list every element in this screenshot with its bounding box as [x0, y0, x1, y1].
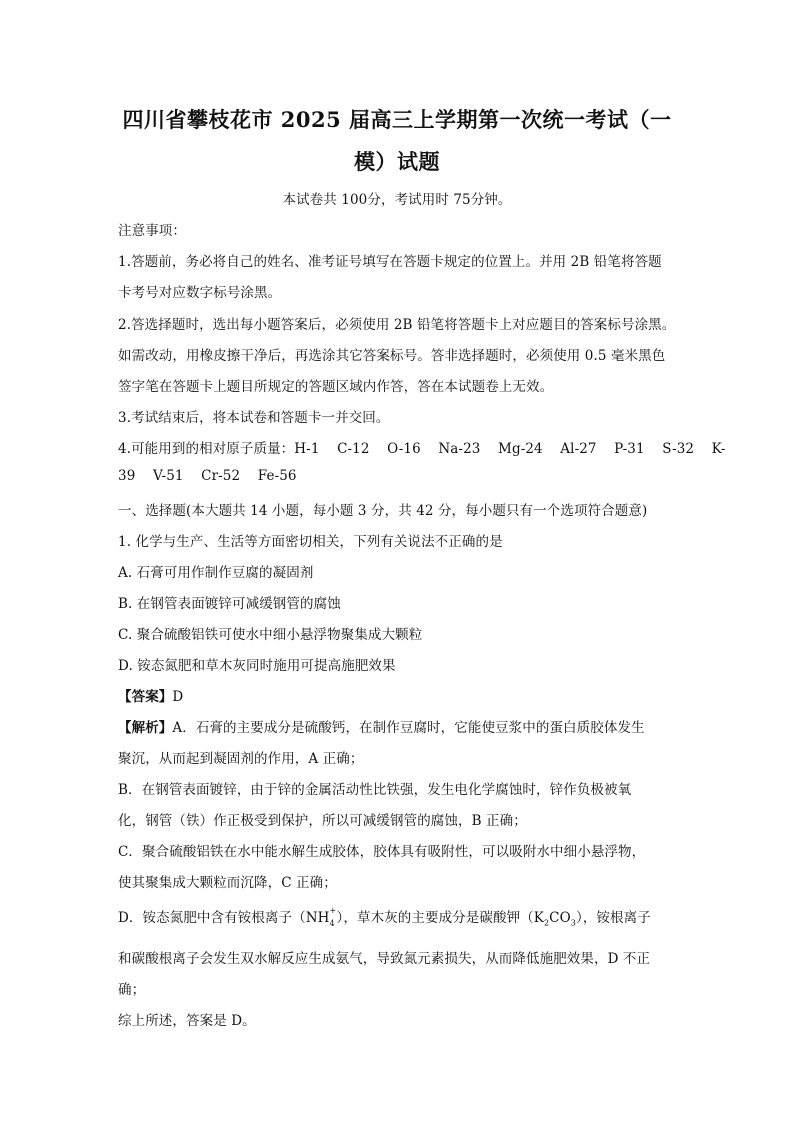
note-1-line-1: 1.答题前，务必将自己的姓名、准考证号填写在答题卡规定的位置上。并用 2B 铅笔将答题 [118, 254, 662, 270]
option-a: A. 石膏可用作制作豆腐的凝固剂 [118, 565, 314, 581]
analysis-c-text-2: 使其聚集成大颗粒而沉降，C 正确； [118, 875, 337, 891]
ammonium-formula [305, 905, 337, 928]
note-4-line-1: 4.可能用到的相对原子质量：H-1 C-12 O-16 Na-23 Mg-24 Al-27 P-31 S-32 K- [118, 441, 726, 457]
note-2-line-1: 2.答选择题时，选出每小题答案后，必须使用 2B 铅笔将答题卡上对应题目的答案标号涂黑。 [118, 317, 676, 333]
answer-label: 【答案】 [118, 689, 173, 705]
analysis-b-text-2: 化，钢管（铁）作正极受到保护，所以可减缓钢管的腐蚀，B 正确； [118, 813, 527, 829]
analysis-d-text-2: 和碳酸根离子会发生双水解反应生成氨气，导致氮元素损失，从而降低施肥效果，D 不正 [118, 951, 651, 967]
answer-line [118, 685, 183, 705]
analysis-d-prefix: D．铵态氮肥中含有铵根离子（ [118, 910, 306, 926]
analysis-a-text-2: 聚沉，从而起到凝固剂的作用，A 正确； [118, 751, 364, 767]
note-2-line-3: 签字笔在答题卡上题目所规定的答题区域内作答，答在本试题卷上无效。 [118, 379, 554, 395]
exam-info: 本试卷共 100分，考试用时 75分钟。 [282, 192, 512, 208]
option-d: D. 铵态氮肥和草木灰同时施用可提高施肥效果 [118, 658, 396, 674]
analysis-d-text-3: 确； [118, 982, 146, 998]
potassium-symbol: K [533, 910, 544, 926]
analysis-b-text-1: B．在钢管表面镀锌，由于锌的金属活动性比铁强，发生电化学腐蚀时，锌作负极被氧 [118, 782, 632, 798]
answer-value: D [172, 689, 184, 705]
analysis-d-suffix: ），铵根离子 [575, 910, 651, 926]
option-b: B. 在钢管表面镀锌可减缓钢管的腐蚀 [118, 596, 341, 612]
analysis-d-middle: ），草木灰的主要成分是碳酸钾（ [336, 910, 534, 926]
carbonate-symbol: CO [549, 910, 571, 926]
document-title-line-2: 模）试题 [354, 149, 440, 174]
document-title-line-1: 四川省攀枝花市 2025 届高三上学期第一次统一考试（一 [122, 107, 672, 132]
analysis-a-text-1: A．石膏的主要成分是硫酸钙，在制作豆腐时，它能使豆浆中的蛋白质胶体发生 [172, 720, 645, 736]
ammonium-symbol: NH [305, 910, 330, 926]
carbonate-subscript: 3 [570, 918, 576, 928]
note-1-line-2: 卡考号对应数字标号涂黑。 [118, 285, 282, 301]
note-2-line-2: 如需改动，用橡皮擦干净后，再选涂其它答案标号。答非选择题时，必须使用 0.5 毫米黑色 [118, 348, 666, 364]
note-3: 3.考试结束后，将本试卷和答题卡一并交回。 [118, 410, 390, 426]
analysis-label: 【解析】 [118, 720, 173, 736]
note-4-line-2: 39 V-51 Cr-52 Fe-56 [118, 468, 297, 484]
ammonium-script: + 4 [329, 905, 337, 928]
option-c: C. 聚合硫酸铝铁可使水中细小悬浮物聚集成大颗粒 [118, 627, 423, 643]
analysis-line-1 [118, 716, 645, 736]
potassium-carbonate-formula [534, 910, 576, 926]
notes-heading: 注意事项： [118, 223, 186, 239]
analysis-d-text-1 [118, 906, 651, 926]
potassium-subscript: 2 [543, 918, 550, 928]
analysis-summary: 综上所述，答案是 D。 [118, 1013, 256, 1029]
section-heading: 一、选择题(本大题共 14 小题，每小题 3 分，共 42 分，每小题只有一个选项符合题意) [118, 503, 648, 519]
analysis-c-text-1: C．聚合硫酸铝铁在水中能水解生成胶体，胶体具有吸附性，可以吸附水中细小悬浮物， [118, 844, 646, 860]
question-stem: 1. 化学与生产、生活等方面密切相关，下列有关说法不正确的是 [118, 534, 503, 550]
